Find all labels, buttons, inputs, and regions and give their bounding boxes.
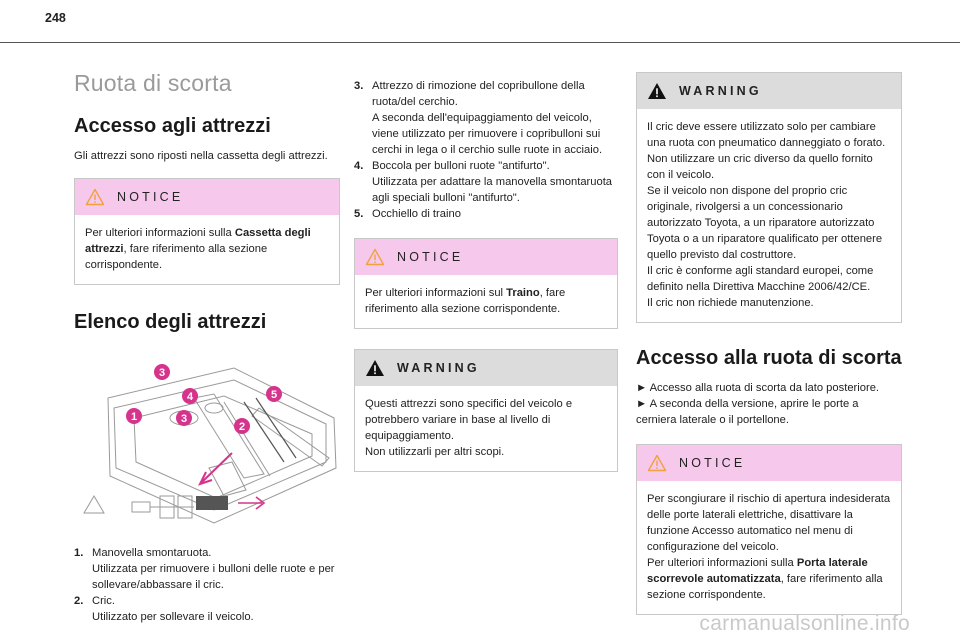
list-item — [354, 158, 618, 206]
item-number: 5. — [354, 208, 364, 220]
item-number: 4. — [354, 160, 364, 172]
notice-text: Per scongiurare il rischio di apertura indesiderata delle porte laterali elettriche, disattivare la funzione Accesso automatico nel menu di configurazione del veicolo. Per ulteriori informazioni sulla — [647, 493, 891, 569]
warning-body: Questi attrezzi sono specifici del veicolo e potrebbero variare in base al livello di equipaggiamento. Non utilizzarli per altri scopi. — [365, 398, 573, 458]
notice-text-end: , fare riferimento alla sezione corrispondente. — [85, 243, 268, 271]
callout-4 — [182, 388, 198, 404]
column-middle — [354, 78, 618, 472]
callout-2 — [234, 418, 250, 434]
svg-text:2: 2 — [238, 421, 246, 433]
callout-5 — [266, 386, 282, 402]
svg-text:3: 3 — [158, 367, 166, 379]
notice-bold-term: Traino — [506, 287, 540, 299]
list-item — [354, 206, 618, 222]
notice-body — [355, 275, 617, 328]
section-heading-tool-list: Elenco degli attrezzi — [74, 311, 267, 333]
svg-text:4: 4 — [186, 391, 194, 403]
warning-box-jack — [636, 72, 902, 323]
column-left — [74, 70, 340, 625]
callout-1 — [126, 408, 142, 424]
warning-triangle-icon — [647, 82, 667, 100]
list-item — [74, 545, 340, 593]
warning-triangle-icon — [365, 359, 385, 377]
item-number: 2. — [74, 595, 84, 607]
notice-bold-term: Cassetta degli attrezzi — [85, 227, 311, 255]
notice-triangle-icon — [365, 248, 385, 266]
callout-3-top — [154, 364, 170, 380]
item-text: Manovella smontaruota. Utilizzata per rimuovere i bulloni delle ruote e per sollevare/abbassare il cric. — [92, 547, 335, 591]
svg-text:5: 5 — [270, 389, 278, 401]
column-right — [636, 72, 902, 615]
header-divider — [0, 42, 960, 43]
warning-body: Il cric deve essere utilizzato solo per cambiare una ruota con pneumatico danneggiato o forato. Non utilizzare un cric diverso da quello fornito con il veicolo. Se il veicolo non dispone del proprio cric originale, rivolgersi a un concessionario autorizzato Toyota, a un riparatore autorizzato Toyota o a un riparatore qualificato per ottenere quello previsto dal costruttore. Il cric è conforme agli standard europei, come definito nella Direttiva Macchine 2006/42/CE. Il cric non richiede manutenzione. — [647, 121, 886, 309]
item-number: 3. — [354, 80, 364, 92]
warning-label: WARNING — [679, 84, 762, 98]
notice-triangle-icon — [85, 188, 105, 206]
section-heading-tool-access: Accesso agli attrezzi — [74, 115, 271, 137]
direction-arrow — [238, 497, 264, 509]
access-step-1: ► Accesso alla ruota di scorta da lato posteriore. — [636, 382, 880, 394]
item-text: Attrezzo di rimozione del copribullone della ruota/del cerchio. A seconda dell'equipaggiamento del veicolo, viene utilizzato per rimuovere i copribulloni sui cerchi in lega o il cerchio sulle ruote in acciaio. — [372, 80, 603, 156]
warning-header — [637, 73, 901, 109]
item-text: Boccola per bulloni ruote "antifurto". Utilizzata per adattare la manovella smontaruota agli speciali bulloni "antifurto". — [372, 160, 613, 204]
page-title: Ruota di scorta — [74, 70, 232, 96]
notice-box-towing — [354, 238, 618, 329]
watermark-logo: carmanualsonline.info — [699, 612, 910, 635]
warning-box-tools — [354, 349, 618, 472]
notice-label: NOTICE — [679, 456, 746, 470]
tool-list-part-2 — [354, 78, 618, 222]
item-number: 1. — [74, 547, 84, 559]
notice-body — [637, 481, 901, 614]
list-item — [354, 78, 618, 158]
notice-text-end: , fare riferimento alla sezione corrispondente. — [365, 287, 566, 315]
svg-text:3: 3 — [180, 413, 188, 425]
notice-header — [637, 445, 901, 481]
notice-triangle-icon — [647, 454, 667, 472]
list-item — [74, 593, 340, 625]
item-text: Cric. Utilizzato per sollevare il veicolo. — [92, 595, 254, 623]
notice-body — [75, 215, 339, 284]
warning-label: WARNING — [397, 361, 480, 375]
notice-header — [355, 239, 617, 275]
tool-list-part-1 — [74, 545, 340, 625]
section-heading-spare-wheel-access: Accesso alla ruota di scorta — [636, 347, 902, 369]
notice-header — [75, 179, 339, 215]
item-text: Occhiello di traino — [372, 208, 461, 220]
notice-label: NOTICE — [397, 250, 464, 264]
svg-text:1: 1 — [130, 411, 138, 423]
notice-text: Per ulteriori informazioni sulla — [85, 227, 235, 239]
notice-bold-term: Porta laterale scorrevole automatizzata — [647, 557, 868, 585]
notice-text: Per ulteriori informazioni sul — [365, 287, 507, 299]
notice-box-side-door — [636, 444, 902, 615]
notice-text-end: , fare riferimento alla sezione corrispondente. — [647, 573, 883, 601]
warning-header — [355, 350, 617, 386]
toolbox-illustration — [74, 358, 340, 528]
tool-access-intro: Gli attrezzi sono riposti nella cassetta degli attrezzi. — [74, 150, 328, 162]
notice-box-toolbox — [74, 178, 340, 285]
callout-3-middle — [176, 410, 192, 426]
notice-label: NOTICE — [117, 190, 184, 204]
access-step-2: ► A seconda della versione, aprire le porte a cerniera laterale o il portellone. — [636, 398, 859, 426]
page-number: 248 — [45, 11, 66, 25]
